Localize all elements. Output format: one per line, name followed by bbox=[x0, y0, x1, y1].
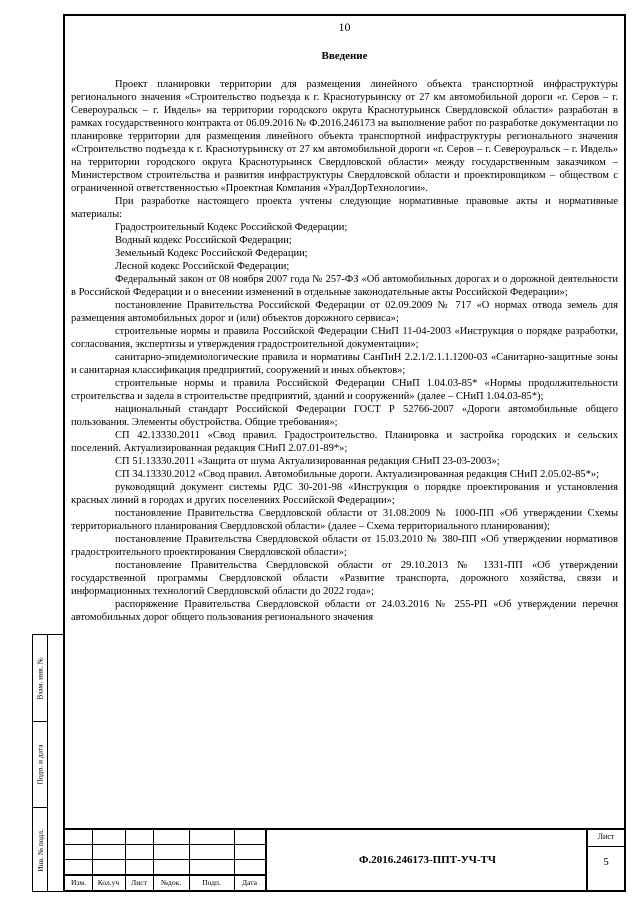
paragraph: постановление Правительства Свердловской области от 29.10.2013 № 1331-ПП «Об утверждении государственной программы Свердловской области «Развитие транспорта, дорожного хозяйства, связи и информационных технологий Свердловской области до 2022 года»; bbox=[71, 560, 618, 597]
paragraph: постановление Правительства Свердловской области от 31.08.2009 № 1000-ПП «Об утверждении Схемы территориального планирования Свердловской области» (далее – Схема территориального планирования); bbox=[71, 508, 618, 532]
title-block bbox=[65, 828, 624, 890]
paragraph: При разработке настоящего проекта учтены следующие нормативные правовые акты и нормативные материалы: bbox=[71, 196, 618, 220]
revision-column-labels bbox=[65, 877, 265, 889]
side-stamp bbox=[32, 634, 63, 892]
sheet-number: 5 bbox=[603, 856, 609, 868]
page-number: 10 bbox=[338, 20, 351, 34]
paragraph: Земельный Кодекс Российской Федерации; bbox=[115, 248, 308, 259]
sheet-label: Лист bbox=[588, 832, 624, 847]
document-body bbox=[71, 78, 618, 818]
paragraph: руководящий документ системы РДС 30-201-98 «Инструкция о порядке проектирования и установления красных линий в городах и других поселениях Российской Федерации»; bbox=[71, 482, 618, 506]
paragraph: Водный кодекс Российской Федерации; bbox=[115, 235, 292, 246]
paragraph: СП 34.13330.2012 «Свод правил. Автомобильные дороги. Актуализированная редакция СНиП 2.05.02-85*»; bbox=[115, 469, 600, 480]
col-label: Изм. bbox=[71, 878, 86, 887]
paragraph: распоряжение Правительства Свердловской области от 24.03.2016 № 255-РП «Об утверждении перечня автомобильных дорог общего пользования регионального значения bbox=[71, 599, 618, 623]
side-label-replace: Взам. инв. № bbox=[35, 656, 45, 700]
side-label-signature: Подп. и дата bbox=[35, 743, 45, 785]
col-label: Кол.уч bbox=[97, 878, 120, 887]
paragraph: санитарно-эпидемиологические правила и нормативы СанПиН 2.2.1/2.1.1.1200-03 «Санитарно-защитные зоны и санитарная классификация предприятий, сооружений и иных объектов»; bbox=[71, 352, 618, 376]
col-label: Дата bbox=[242, 878, 257, 887]
paragraph: постановление Правительства Свердловской области от 15.03.2010 № 380-ПП «Об утверждении нормативов градостроительного проектирования Свердловской области»; bbox=[71, 534, 618, 558]
paragraph: Лесной кодекс Российской Федерации; bbox=[115, 261, 290, 272]
col-label: №док. bbox=[160, 878, 182, 887]
revision-grid bbox=[65, 830, 265, 890]
paragraph: постановление Правительства Российской Федерации от 02.09.2009 № 717 «О нормах отвода земель для размещения автомобильных дорог и (или) объектов дорожного сервиса»; bbox=[71, 300, 618, 324]
page-frame bbox=[63, 14, 626, 892]
side-label-inventory: Инв. № подл. bbox=[35, 828, 45, 872]
paragraph: национальный стандарт Российской Федерации ГОСТ Р 52766-2007 «Дороги автомобильные общего пользования. Элементы обустройства. Общие требования»; bbox=[71, 404, 618, 428]
paragraph: СП 42.13330.2011 «Свод правил. Градостроительство. Планировка и застройка городских и сельских поселений. Актуализированная редакция СНиП 2.07.01-89*»; bbox=[71, 430, 618, 454]
paragraph: строительные нормы и правила Российской Федерации СНиП 11-04-2003 «Инструкция о порядке разработки, согласования, экспертизы и утверждения градостроительной документации»; bbox=[71, 326, 618, 350]
paragraph: строительные нормы и правила Российской Федерации СНиП 1.04.03-85* «Нормы продолжительности строительства и задела в строительстве предприятий, зданий и сооружений» (далее – СНиП 1.04.03-85*); bbox=[71, 378, 618, 402]
col-label: Лист bbox=[131, 878, 147, 887]
paragraph: Проект планировки территории для размещения линейного объекта транспортной инфраструктуры регионального значения «Строительство подъезда к г. Краснотурьинску от 27 км автомобильной дороги «г. Серов – г. Североуральск – г. Ивдель» на территории городского округа Краснотурьинск Свердловской области» разработан в рамках государственного контракта от 06.09.2016 № Ф.2016.246173 на выполнение работ по разработке документации по планировке территории для размещения линейного объекта транспортной инфраструктуры регионального значения «Строительство подъезда к г. Краснотурьинску от 27 км автомобильной дороги «г. Серов – г. Североуральск – г. Ивдель» на территории городского округа Краснотурьинск Свердловской области» между государственным заказчиком – Министерством строительства и развития инфраструктуры Свердловской области и проектировщиком – обществом с ограниченной ответственностью «Проектная Компания «УралДорТехнологии». bbox=[71, 79, 618, 194]
col-label: Подп. bbox=[202, 878, 221, 887]
paragraph: Федеральный закон от 08 ноября 2007 года № 257-ФЗ «Об автомобильных дорогах и о дорожной деятельности в Российской Федерации и о внесении изменений в отдельные законодательные акты Российской Федерации»; bbox=[71, 274, 618, 298]
paragraph: Градостроительный Кодекс Российской Федерации; bbox=[115, 222, 348, 233]
section-title: Введение bbox=[321, 50, 368, 62]
document-code: Ф.2016.246173-ППТ-УЧ-ТЧ bbox=[265, 830, 588, 890]
paragraph: СП 51.13330.2011 «Защита от шума Актуализированная редакция СНиП 23-03-2003»; bbox=[115, 456, 500, 467]
sheet-box bbox=[586, 830, 624, 890]
